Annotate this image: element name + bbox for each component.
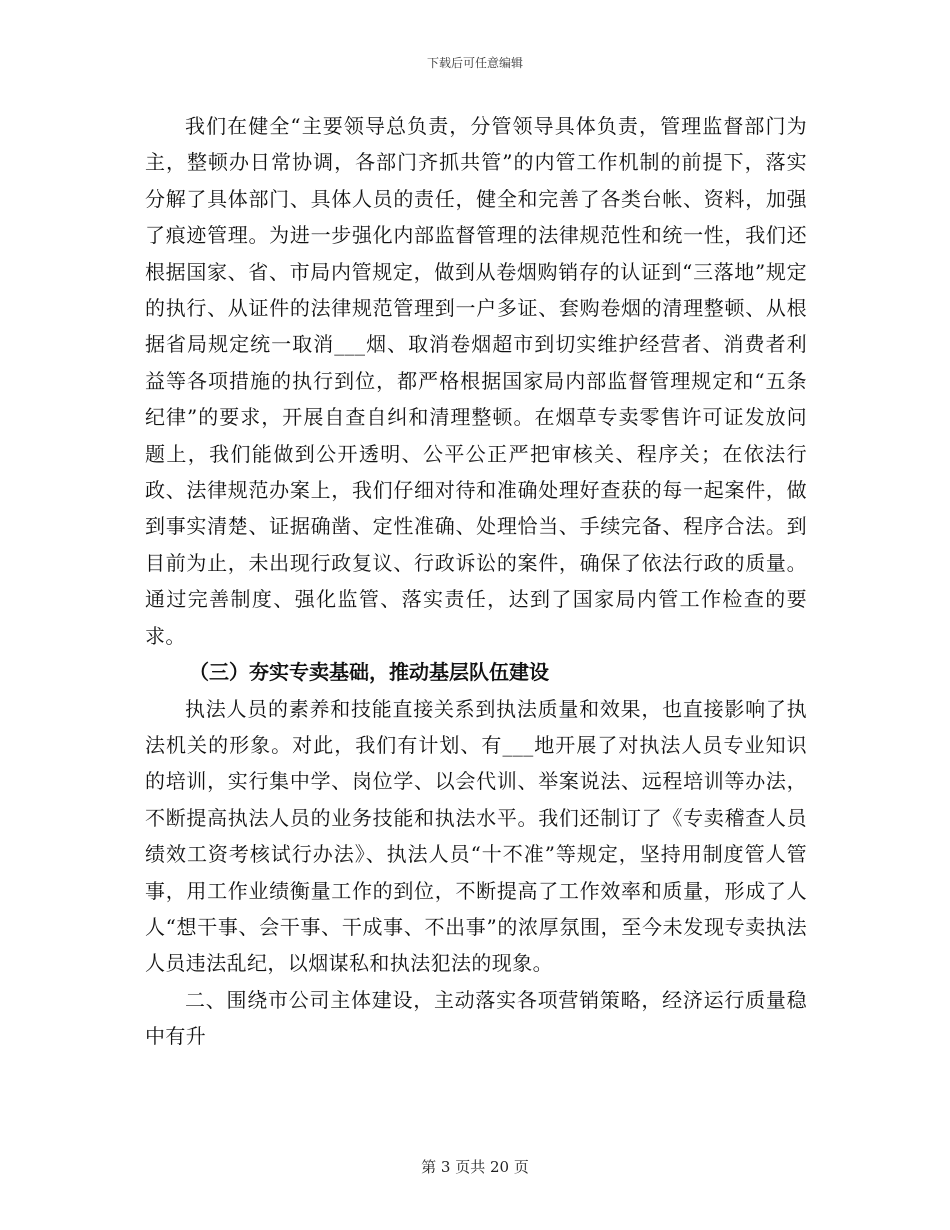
paragraph-section-2-title: 二、围绕市公司主体建设，主动落实各项营销策略，经济运行质量稳中有升: [145, 987, 807, 1049]
section-heading-3: （三）夯实专卖基础，推动基层队伍建设: [189, 660, 549, 685]
paragraph-internal-supervision: 我们在健全“主要领导总负责，分管领导具体负责，管理监督部门为主，整顿办日常协调，各部门齐抓共管”的内管工作机制的前提下，落实分解了具体部门、具体人员的责任，健全和完善了各类台帐、资料，加强了痕迹管理。为进一步强化内部监督管理的法律规范性和统一性，我们还根据国家、省、市局内管规定，做到从卷烟购销存的认证到“三落地”规定的执行、从证件的法律规范管理到一户多证、套购卷烟的清理整顿、从根据省局规定统一取消___烟、取消卷烟超市到切实维护经营者、消费者利益等各项措施的执行到位，都严格根据国家局内部监督管理规定和“五条纪律”的要求，开展自查自纠和清理整顿。在烟草专卖零售许可证发放问题上，我们能做到公开透明、公平公正严把审核关、程序关；在依法行政、法律规范办案上，我们仔细对待和准确处理好查获的每一起案件，做到事实清楚、证据确凿、定性准确、处理恰当、手续完备、程序合法。到目前为止，未出现行政复议、行政诉讼的案件，确保了依法行政的质量。通过完善制度、强化监管、落实责任，达到了国家局内管工作检查的要求。: [145, 114, 807, 648]
page-header: 下载后可任意编辑: [426, 56, 523, 70]
page-number-footer: 第 3 页共 20 页: [421, 1158, 529, 1176]
paragraph-team-building: 执法人员的素养和技能直接关系到执法质量和效果，也直接影响了执法机关的形象。对此，我们有计划、有___地开展了对执法人员专业知识的培训，实行集中学、岗位学、以会代训、举案说法、远程培训等办法，不断提高执法人员的业务技能和执法水平。我们还制订了《专卖稽查人员绩效工资考核试行办法》、执法人员“十不准”等规定，坚持用制度管人管事，用工作业绩衡量工作的到位，不断提高了工作效率和质量，形成了人人“想干事、会干事、干成事、不出事”的浓厚氛围，至今未发现专卖执法人员违法乱纪，以烟谋私和执法犯法的现象。: [145, 696, 807, 976]
document-body: [145, 108, 807, 1055]
